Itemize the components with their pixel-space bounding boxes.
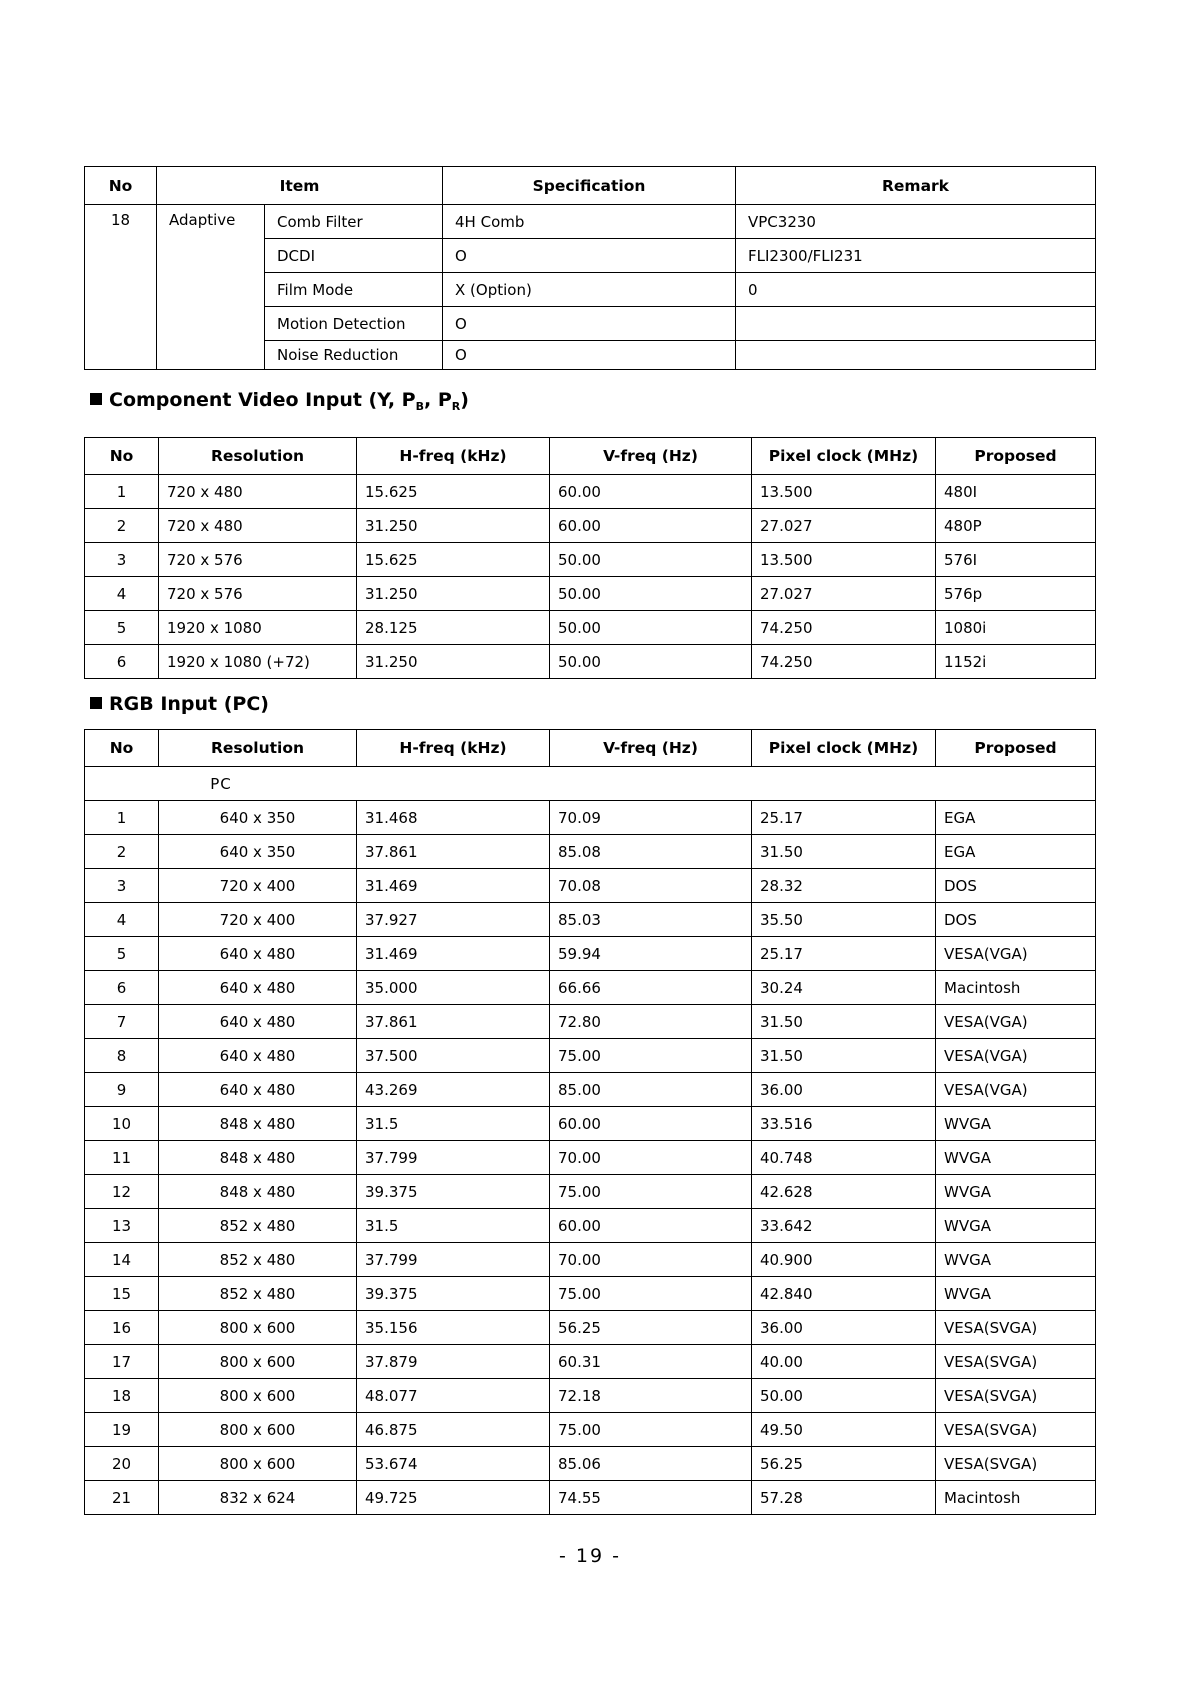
resolution-cell: 848 x 480 [159, 1107, 357, 1141]
hfreq-cell: 35.000 [357, 971, 550, 1005]
row-no: 10 [85, 1107, 159, 1141]
vfreq-cell: 60.00 [550, 1209, 752, 1243]
proposed-cell: Macintosh [936, 971, 1096, 1005]
resolution-cell: 640 x 480 [159, 971, 357, 1005]
row-no: 5 [85, 611, 159, 645]
header-remark: Remark [736, 167, 1096, 205]
proposed-cell: 480P [936, 509, 1096, 543]
proposed-cell: 1080i [936, 611, 1096, 645]
header-pixel-clock: Pixel clock (MHz) [752, 730, 936, 767]
vfreq-cell: 85.08 [550, 835, 752, 869]
resolution-cell: 832 x 624 [159, 1481, 357, 1515]
vfreq-cell: 70.08 [550, 869, 752, 903]
vfreq-cell: 60.00 [550, 1107, 752, 1141]
table-row [85, 1175, 1096, 1209]
row-no: 7 [85, 1005, 159, 1039]
hfreq-cell: 39.375 [357, 1175, 550, 1209]
header-resolution: Resolution [159, 438, 357, 475]
pixel-clock-cell: 13.500 [752, 543, 936, 577]
item-spec: X (Option) [443, 273, 736, 307]
header-proposed: Proposed [936, 438, 1096, 475]
table-row [85, 1209, 1096, 1243]
vfreq-cell: 85.03 [550, 903, 752, 937]
item-remark: 0 [736, 273, 1096, 307]
resolution-cell: 800 x 600 [159, 1447, 357, 1481]
row-no: 13 [85, 1209, 159, 1243]
row-no: 1 [85, 475, 159, 509]
vfreq-cell: 50.00 [550, 543, 752, 577]
pixel-clock-cell: 13.500 [752, 475, 936, 509]
item-name: Film Mode [265, 273, 443, 307]
proposed-cell: DOS [936, 869, 1096, 903]
row-no: 9 [85, 1073, 159, 1107]
pixel-clock-cell: 40.900 [752, 1243, 936, 1277]
item-name: Motion Detection [265, 307, 443, 341]
hfreq-cell: 46.875 [357, 1413, 550, 1447]
pixel-clock-cell: 31.50 [752, 1005, 936, 1039]
vfreq-cell: 75.00 [550, 1175, 752, 1209]
pixel-clock-cell: 49.50 [752, 1413, 936, 1447]
vfreq-cell: 70.00 [550, 1243, 752, 1277]
hfreq-cell: 31.468 [357, 801, 550, 835]
table-row [85, 1073, 1096, 1107]
resolution-cell: 640 x 350 [159, 801, 357, 835]
pixel-clock-cell: 25.17 [752, 801, 936, 835]
item-remark [736, 341, 1096, 370]
resolution-cell: 852 x 480 [159, 1277, 357, 1311]
header-no: No [85, 730, 159, 767]
table-row [85, 577, 1096, 611]
pixel-clock-cell: 74.250 [752, 611, 936, 645]
row-no: 21 [85, 1481, 159, 1515]
hfreq-cell: 31.469 [357, 937, 550, 971]
row-no: 12 [85, 1175, 159, 1209]
item-name: Noise Reduction [265, 341, 443, 370]
proposed-cell: 576p [936, 577, 1096, 611]
resolution-cell: 720 x 480 [159, 509, 357, 543]
hfreq-cell: 31.5 [357, 1209, 550, 1243]
item-spec: 4H Comb [443, 205, 736, 239]
proposed-cell: VESA(SVGA) [936, 1447, 1096, 1481]
item-spec: O [443, 341, 736, 370]
resolution-cell: 852 x 480 [159, 1243, 357, 1277]
hfreq-cell: 48.077 [357, 1379, 550, 1413]
proposed-cell: WVGA [936, 1209, 1096, 1243]
pixel-clock-cell: 40.748 [752, 1141, 936, 1175]
item-remark: VPC3230 [736, 205, 1096, 239]
header-hfreq: H-freq (kHz) [357, 438, 550, 475]
item-name: DCDI [265, 239, 443, 273]
hfreq-cell: 31.250 [357, 509, 550, 543]
resolution-cell: 720 x 576 [159, 543, 357, 577]
pixel-clock-cell: 28.32 [752, 869, 936, 903]
vfreq-cell: 60.00 [550, 509, 752, 543]
row-no: 19 [85, 1413, 159, 1447]
group-row [85, 767, 1096, 801]
proposed-cell: VESA(VGA) [936, 1005, 1096, 1039]
vfreq-cell: 72.80 [550, 1005, 752, 1039]
table-row [85, 937, 1096, 971]
pixel-clock-cell: 31.50 [752, 1039, 936, 1073]
resolution-cell: 800 x 600 [159, 1311, 357, 1345]
table-row [85, 205, 1096, 239]
header-specification: Specification [443, 167, 736, 205]
resolution-cell: 720 x 576 [159, 577, 357, 611]
pixel-clock-cell: 36.00 [752, 1073, 936, 1107]
pixel-clock-cell: 27.027 [752, 509, 936, 543]
table-header-row [85, 438, 1096, 475]
vfreq-cell: 75.00 [550, 1413, 752, 1447]
hfreq-cell: 31.5 [357, 1107, 550, 1141]
pixel-clock-cell: 42.840 [752, 1277, 936, 1311]
resolution-cell: 720 x 400 [159, 869, 357, 903]
resolution-cell: 800 x 600 [159, 1379, 357, 1413]
resolution-cell: 720 x 480 [159, 475, 357, 509]
resolution-cell: 640 x 480 [159, 1039, 357, 1073]
vfreq-cell: 75.00 [550, 1039, 752, 1073]
resolution-cell: 1920 x 1080 [159, 611, 357, 645]
table-row [85, 509, 1096, 543]
resolution-cell: 720 x 400 [159, 903, 357, 937]
hfreq-cell: 37.500 [357, 1039, 550, 1073]
table-row [85, 971, 1096, 1005]
row-no: 2 [85, 835, 159, 869]
pixel-clock-cell: 33.516 [752, 1107, 936, 1141]
rgb-input-table [84, 729, 1096, 1515]
header-resolution: Resolution [159, 730, 357, 767]
row-no: 5 [85, 937, 159, 971]
pixel-clock-cell: 57.28 [752, 1481, 936, 1515]
proposed-cell: 480I [936, 475, 1096, 509]
header-no: No [85, 167, 157, 205]
table-row [85, 801, 1096, 835]
hfreq-cell: 43.269 [357, 1073, 550, 1107]
table-row [85, 1481, 1096, 1515]
hfreq-cell: 31.469 [357, 869, 550, 903]
row-no: 1 [85, 801, 159, 835]
hfreq-cell: 37.861 [357, 835, 550, 869]
row-no: 3 [85, 543, 159, 577]
proposed-cell: WVGA [936, 1175, 1096, 1209]
pixel-clock-cell: 56.25 [752, 1447, 936, 1481]
header-no: No [85, 438, 159, 475]
proposed-cell: VESA(VGA) [936, 1039, 1096, 1073]
table-row [85, 903, 1096, 937]
rgb-input-heading: RGB Input (PC) [90, 693, 269, 715]
item-name: Comb Filter [265, 205, 443, 239]
item-spec: O [443, 239, 736, 273]
proposed-cell: VESA(SVGA) [936, 1413, 1096, 1447]
component-video-table [84, 437, 1096, 679]
hfreq-cell: 28.125 [357, 611, 550, 645]
proposed-cell: WVGA [936, 1243, 1096, 1277]
vfreq-cell: 75.00 [550, 1277, 752, 1311]
header-vfreq: V-freq (Hz) [550, 730, 752, 767]
hfreq-cell: 35.156 [357, 1311, 550, 1345]
header-item: Item [157, 167, 443, 205]
proposed-cell: VESA(SVGA) [936, 1379, 1096, 1413]
hfreq-cell: 15.625 [357, 543, 550, 577]
row-no: 14 [85, 1243, 159, 1277]
proposed-cell: 1152i [936, 645, 1096, 679]
row-no: 6 [85, 971, 159, 1005]
vfreq-cell: 50.00 [550, 645, 752, 679]
table-row [85, 1107, 1096, 1141]
row-no: 3 [85, 869, 159, 903]
item-spec: O [443, 307, 736, 341]
table-header-row [85, 730, 1096, 767]
hfreq-cell: 39.375 [357, 1277, 550, 1311]
component-video-heading: Component Video Input (Y, $P_B$, $P_R$) [90, 389, 469, 413]
table-row [85, 1379, 1096, 1413]
adaptive-spec-table [84, 166, 1096, 370]
row-no: 8 [85, 1039, 159, 1073]
pixel-clock-cell: 31.50 [752, 835, 936, 869]
table-row [85, 1311, 1096, 1345]
pixel-clock-cell: 27.027 [752, 577, 936, 611]
table-row [85, 1005, 1096, 1039]
hfreq-cell: 31.250 [357, 645, 550, 679]
proposed-cell: VESA(SVGA) [936, 1311, 1096, 1345]
hfreq-cell: 37.799 [357, 1243, 550, 1277]
proposed-cell: VESA(SVGA) [936, 1345, 1096, 1379]
table-row [85, 835, 1096, 869]
table-row [85, 611, 1096, 645]
hfreq-cell: 37.879 [357, 1345, 550, 1379]
table-row [85, 543, 1096, 577]
pixel-clock-cell: 25.17 [752, 937, 936, 971]
resolution-cell: 848 x 480 [159, 1141, 357, 1175]
vfreq-cell: 56.25 [550, 1311, 752, 1345]
vfreq-cell: 70.00 [550, 1141, 752, 1175]
vfreq-cell: 72.18 [550, 1379, 752, 1413]
pixel-clock-cell: 33.642 [752, 1209, 936, 1243]
vfreq-cell: 60.00 [550, 475, 752, 509]
table-row [85, 1141, 1096, 1175]
proposed-cell: 576I [936, 543, 1096, 577]
resolution-cell: 640 x 480 [159, 937, 357, 971]
table-row [85, 475, 1096, 509]
vfreq-cell: 50.00 [550, 611, 752, 645]
header-pixel-clock: Pixel clock (MHz) [752, 438, 936, 475]
row-no: 11 [85, 1141, 159, 1175]
vfreq-cell: 66.66 [550, 971, 752, 1005]
pixel-clock-cell: 36.00 [752, 1311, 936, 1345]
vfreq-cell: 70.09 [550, 801, 752, 835]
proposed-cell: EGA [936, 801, 1096, 835]
resolution-cell: 640 x 480 [159, 1073, 357, 1107]
vfreq-cell: 74.55 [550, 1481, 752, 1515]
proposed-cell: EGA [936, 835, 1096, 869]
hfreq-cell: 53.674 [357, 1447, 550, 1481]
row-no: 18 [85, 205, 157, 370]
hfreq-cell: 37.927 [357, 903, 550, 937]
vfreq-cell: 50.00 [550, 577, 752, 611]
pixel-clock-cell: 42.628 [752, 1175, 936, 1209]
table-row [85, 869, 1096, 903]
resolution-cell: 1920 x 1080 (+72) [159, 645, 357, 679]
pixel-clock-cell: 74.250 [752, 645, 936, 679]
group-label-pc: PC [210, 774, 232, 793]
pixel-clock-cell: 50.00 [752, 1379, 936, 1413]
row-no: 15 [85, 1277, 159, 1311]
header-vfreq: V-freq (Hz) [550, 438, 752, 475]
table-row [85, 1243, 1096, 1277]
vfreq-cell: 85.06 [550, 1447, 752, 1481]
row-no: 2 [85, 509, 159, 543]
proposed-cell: WVGA [936, 1107, 1096, 1141]
row-no: 16 [85, 1311, 159, 1345]
proposed-cell: Macintosh [936, 1481, 1096, 1515]
resolution-cell: 800 x 600 [159, 1413, 357, 1447]
vfreq-cell: 85.00 [550, 1073, 752, 1107]
hfreq-cell: 37.861 [357, 1005, 550, 1039]
resolution-cell: 800 x 600 [159, 1345, 357, 1379]
row-no: 20 [85, 1447, 159, 1481]
row-no: 18 [85, 1379, 159, 1413]
row-no: 17 [85, 1345, 159, 1379]
proposed-cell: VESA(VGA) [936, 1073, 1096, 1107]
vfreq-cell: 60.31 [550, 1345, 752, 1379]
table-row [85, 1345, 1096, 1379]
pixel-clock-cell: 30.24 [752, 971, 936, 1005]
hfreq-cell: 31.250 [357, 577, 550, 611]
table-row [85, 1447, 1096, 1481]
page-number: - 19 - [559, 1545, 621, 1567]
header-proposed: Proposed [936, 730, 1096, 767]
hfreq-cell: 49.725 [357, 1481, 550, 1515]
table-row [85, 645, 1096, 679]
table-row [85, 1039, 1096, 1073]
bullet-square-icon [90, 393, 102, 405]
resolution-cell: 852 x 480 [159, 1209, 357, 1243]
row-no: 6 [85, 645, 159, 679]
resolution-cell: 640 x 480 [159, 1005, 357, 1039]
proposed-cell: VESA(VGA) [936, 937, 1096, 971]
resolution-cell: 848 x 480 [159, 1175, 357, 1209]
header-hfreq: H-freq (kHz) [357, 730, 550, 767]
hfreq-cell: 15.625 [357, 475, 550, 509]
item-remark [736, 307, 1096, 341]
pixel-clock-cell: 40.00 [752, 1345, 936, 1379]
table-row [85, 1277, 1096, 1311]
pixel-clock-cell: 35.50 [752, 903, 936, 937]
vfreq-cell: 59.94 [550, 937, 752, 971]
table-row [85, 1413, 1096, 1447]
table-header-row [85, 167, 1096, 205]
row-no: 4 [85, 903, 159, 937]
resolution-cell: 640 x 350 [159, 835, 357, 869]
proposed-cell: DOS [936, 903, 1096, 937]
hfreq-cell: 37.799 [357, 1141, 550, 1175]
row-no: 4 [85, 577, 159, 611]
item-group: Adaptive [157, 205, 265, 370]
bullet-square-icon [90, 697, 102, 709]
proposed-cell: WVGA [936, 1141, 1096, 1175]
proposed-cell: WVGA [936, 1277, 1096, 1311]
item-remark: FLI2300/FLI231 [736, 239, 1096, 273]
